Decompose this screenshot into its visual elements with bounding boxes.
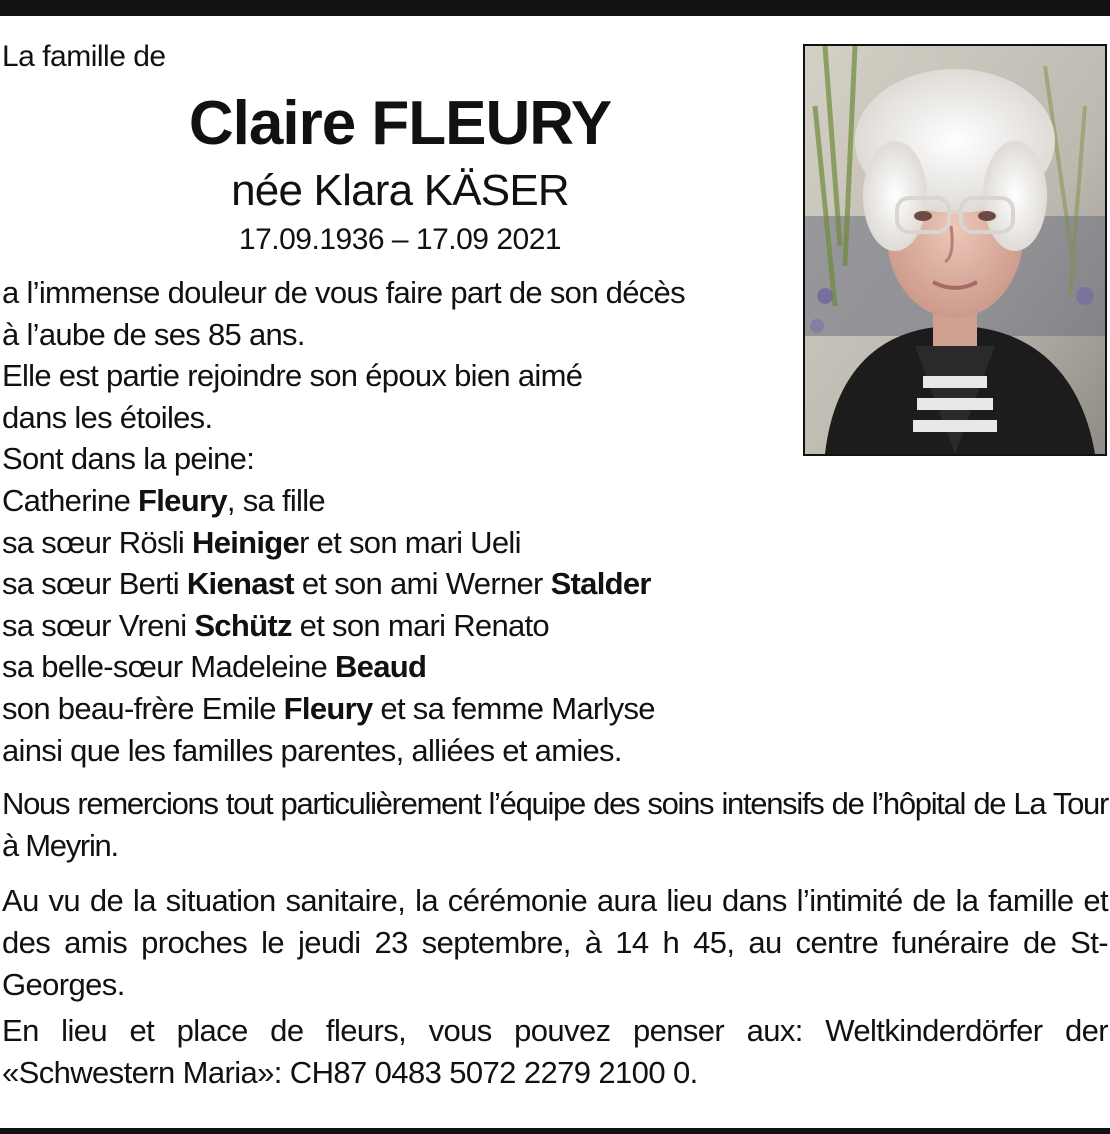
line-text: sa belle-sœur Madeleine (2, 649, 335, 685)
line-text: à l’aube de ses 85 ans. (2, 316, 305, 352)
donation-paragraph: En lieu et place de fleurs, vous pouvez penser aux: Weltkinderdörfer der «Schwestern Maria»: CH87 0483 5072 2279 2100 0. (2, 1013, 1108, 1090)
announcement-line (2, 646, 792, 688)
ceremony-paragraph: Au vu de la situation sanitaire, la cérémonie aura lieu dans l’intimité de la famille et des amis proches le jeudi 23 septembre, à 14 h 45, au centre funéraire de St-Georges. (2, 883, 1108, 1002)
line-text: son beau-frère Emile (2, 690, 284, 726)
announcement-text (2, 272, 792, 771)
announcement-line (2, 314, 792, 356)
family-name: Fleury (138, 482, 227, 518)
family-name: Schütz (194, 607, 292, 643)
family-name: Fleury (283, 690, 373, 726)
announcement-line (2, 605, 792, 647)
line-text: sa sœur Berti (2, 566, 187, 602)
line-text: Catherine (2, 482, 139, 518)
thanks-paragraph: Nous remercions tout particulièrement l’équipe des soins intensifs de l’hôpital de La Tour à Meyrin. (2, 786, 1108, 863)
line-text: a l’immense douleur de vous faire part de son décès (2, 275, 685, 310)
line-text: dans les étoiles. (2, 399, 213, 435)
line-text: et son ami Werner (293, 566, 551, 602)
announcement-line (2, 563, 792, 605)
line-text: sa sœur Vreni (2, 607, 195, 643)
top-rule (0, 0, 1110, 16)
intro-text: La famille de (2, 40, 166, 73)
announcement-line (2, 272, 792, 314)
announcement-line (2, 397, 792, 439)
family-name: Stalder (550, 566, 651, 602)
line-text: sa sœur Rösli (2, 524, 193, 560)
bottom-rule (0, 1128, 1110, 1134)
maiden-name: née Klara KÄSER (231, 166, 569, 215)
announcement-line (2, 730, 792, 772)
announcement-line (2, 480, 792, 522)
line-text: Elle est partie rejoindre son époux bien aimé (2, 358, 583, 394)
line-text: Sont dans la peine: (2, 441, 255, 477)
line-text: r et son mari Ueli (299, 524, 521, 560)
family-name: Heinige (192, 524, 300, 560)
deceased-name: Claire FLEURY (188, 89, 612, 158)
announcement-line (2, 688, 792, 730)
announcement-line (2, 355, 792, 397)
life-dates: 17.09.1936 – 17.09 2021 (238, 223, 562, 256)
line-text: , sa fille (226, 482, 325, 518)
family-name: Beaud (334, 649, 427, 685)
announcement-line (2, 522, 792, 564)
family-name: Kienast (186, 566, 294, 602)
announcement-line (2, 438, 792, 480)
line-text: et son mari Renato (291, 607, 549, 643)
portrait-image (805, 46, 1105, 454)
line-text: ainsi que les familles parentes, alliées et amies. (2, 732, 622, 768)
line-text: et sa femme Marlyse (372, 690, 655, 726)
portrait-photo (803, 44, 1107, 456)
